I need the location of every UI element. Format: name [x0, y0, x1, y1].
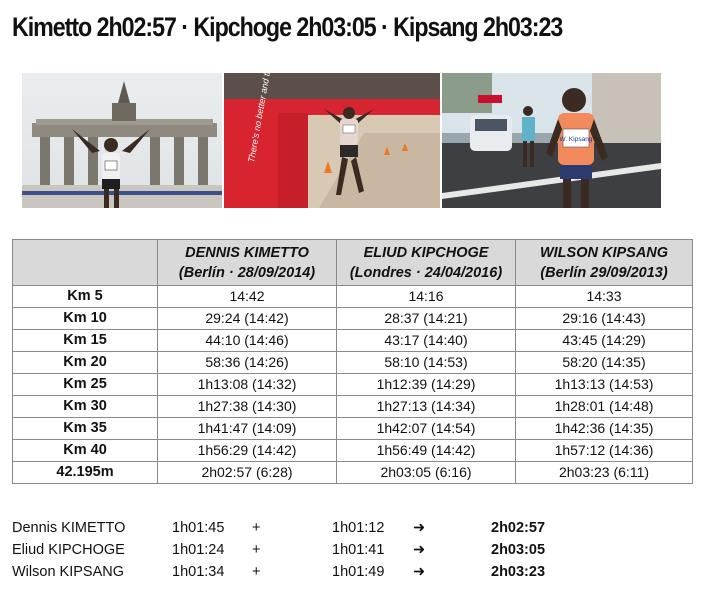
header-runner-name: WILSON KIPSANG [539, 244, 669, 261]
row-label: Km 15 [13, 330, 158, 352]
table-row [13, 396, 693, 418]
summary-second-half: 1h01:41 [332, 542, 385, 558]
summary-runner-name: Eliud KIPCHOGE [12, 542, 125, 558]
split-cell: 1h41:47 (14:09) [158, 418, 337, 440]
photo-kipchoge-london [224, 73, 440, 208]
split-cell: 14:42 [158, 286, 337, 308]
bib-name-text: W. Kipsang [559, 136, 593, 143]
split-cell: 1h12:39 (14:29) [337, 374, 516, 396]
page-title: Kimetto 2h02:57 · Kipchoge 2h03:05 · Kipsang 2h03:23 [12, 12, 563, 42]
table-row [13, 308, 693, 330]
summary-total: 2h02:57 [491, 520, 546, 536]
split-cell: 29:16 (14:43) [516, 308, 693, 330]
row-label: Km 40 [13, 440, 158, 462]
header-race: (Berlín · 28/09/2014) [178, 264, 316, 281]
header-corner [13, 240, 158, 286]
row-label: Km 20 [13, 352, 158, 374]
row-label: Km 30 [13, 396, 158, 418]
split-cell: 14:16 [337, 286, 516, 308]
summary-row [12, 517, 652, 539]
split-cell: 1h56:29 (14:42) [158, 440, 337, 462]
split-cell: 1h57:12 (14:36) [516, 440, 693, 462]
split-cell: 14:33 [516, 286, 693, 308]
splits-table [12, 239, 693, 484]
split-cell: 58:10 (14:53) [337, 352, 516, 374]
split-cell: 1h28:01 (14:48) [516, 396, 693, 418]
plus-sign: + [252, 542, 261, 558]
row-label: Km 25 [13, 374, 158, 396]
header-runner-name: DENNIS KIMETTO [185, 244, 309, 261]
summary-first-half: 1h01:24 [172, 542, 225, 558]
table-row [13, 462, 693, 484]
table-row [13, 440, 693, 462]
header-race: (Berlín 29/09/2013) [540, 264, 668, 281]
split-cell: 58:36 (14:26) [158, 352, 337, 374]
header-kipsang [516, 240, 693, 286]
row-label: Km 10 [13, 308, 158, 330]
split-cell: 29:24 (14:42) [158, 308, 337, 330]
split-cell: 2h02:57 (6:28) [158, 462, 337, 484]
split-cell: 1h42:07 (14:54) [337, 418, 516, 440]
split-cell: 43:45 (14:29) [516, 330, 693, 352]
row-label: Km 35 [13, 418, 158, 440]
plus-sign: + [252, 564, 261, 580]
summary-runner-name: Dennis KIMETTO [12, 520, 126, 536]
split-cell: 1h56:49 (14:42) [337, 440, 516, 462]
split-cell: 58:20 (14:35) [516, 352, 693, 374]
half-splits-summary [12, 517, 652, 583]
row-label: Km 5 [13, 286, 158, 308]
split-cell: 1h13:13 (14:53) [516, 374, 693, 396]
split-cell: 28:37 (14:21) [337, 308, 516, 330]
photo-kimetto-brandenburg [22, 73, 222, 208]
arrow-right-icon: ➜ [413, 520, 426, 536]
split-cell: 2h03:05 (6:16) [337, 462, 516, 484]
arrow-right-icon: ➜ [413, 564, 426, 580]
summary-first-half: 1h01:45 [172, 520, 225, 536]
table-row [13, 418, 693, 440]
row-label: 42.195m [13, 462, 158, 484]
photo-strip [22, 73, 661, 208]
summary-row [12, 539, 652, 561]
table-row [13, 330, 693, 352]
summary-total: 2h03:23 [491, 564, 546, 580]
header-kimetto [158, 240, 337, 286]
split-cell: 1h42:36 (14:35) [516, 418, 693, 440]
summary-second-half: 1h01:49 [332, 564, 385, 580]
split-cell: 1h13:08 (14:32) [158, 374, 337, 396]
photo-kipsang-berlin [442, 73, 661, 208]
header-runner-name: ELIUD KIPCHOGE [363, 244, 489, 261]
arrow-right-icon: ➜ [413, 542, 426, 558]
summary-total: 2h03:05 [491, 542, 546, 558]
header-kipchoge [337, 240, 516, 286]
split-cell: 1h27:13 (14:34) [337, 396, 516, 418]
table-row [13, 374, 693, 396]
summary-second-half: 1h01:12 [332, 520, 385, 536]
split-cell: 2h03:23 (6:11) [516, 462, 693, 484]
split-cell: 1h27:38 (14:30) [158, 396, 337, 418]
plus-sign: + [252, 520, 261, 536]
split-cell: 43:17 (14:40) [337, 330, 516, 352]
header-race: (Londres · 24/04/2016) [349, 264, 503, 281]
summary-runner-name: Wilson KIPSANG [12, 564, 124, 580]
split-cell: 44:10 (14:46) [158, 330, 337, 352]
table-row [13, 286, 693, 308]
summary-row [12, 561, 652, 583]
table-row [13, 352, 693, 374]
table-header-row [13, 240, 693, 286]
summary-first-half: 1h01:34 [172, 564, 225, 580]
